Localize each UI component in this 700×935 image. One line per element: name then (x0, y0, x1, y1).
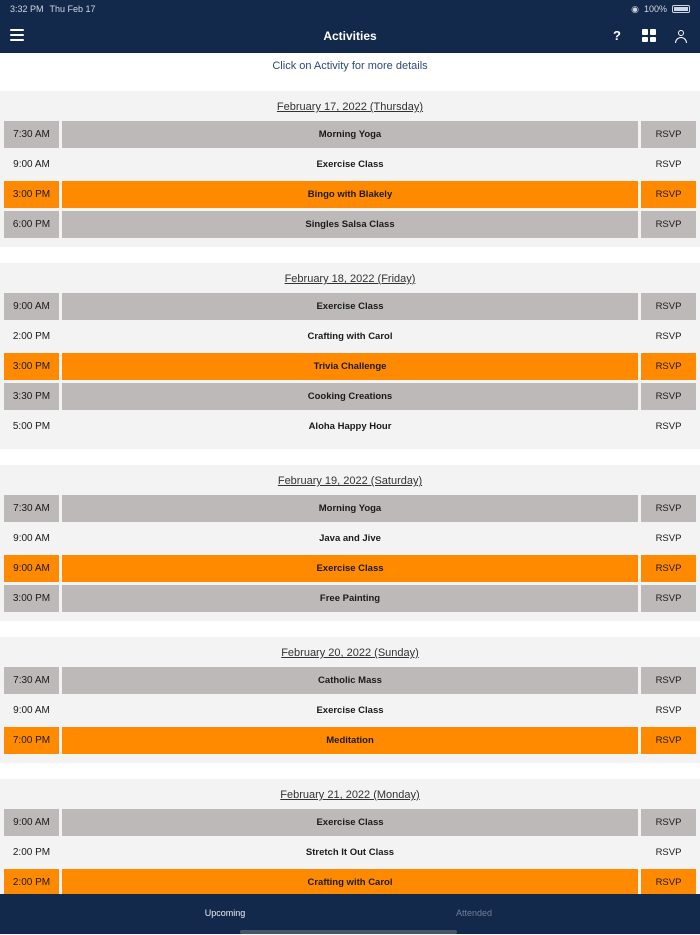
activity-name[interactable]: Crafting with Carol (62, 869, 638, 896)
activity-row[interactable] (0, 151, 700, 181)
rsvp-button[interactable]: RSVP (641, 809, 696, 836)
activity-name[interactable]: Morning Yoga (62, 495, 638, 522)
activity-name[interactable]: Aloha Happy Hour (62, 413, 638, 440)
rsvp-button[interactable]: RSVP (641, 181, 696, 208)
rsvp-button[interactable]: RSVP (641, 585, 696, 612)
activity-time: 2:00 PM (4, 869, 59, 896)
activity-name[interactable]: Free Painting (62, 585, 638, 612)
activity-time: 3:00 PM (4, 181, 59, 208)
rsvp-button[interactable]: RSVP (641, 727, 696, 754)
activity-time: 2:00 PM (4, 839, 59, 866)
activity-time: 9:00 AM (4, 809, 59, 836)
activity-row[interactable] (0, 495, 700, 525)
activity-row[interactable] (0, 839, 700, 869)
activity-row[interactable] (0, 121, 700, 151)
tab-bar (0, 894, 700, 934)
day-header: February 19, 2022 (Saturday) (277, 475, 423, 487)
rsvp-button[interactable]: RSVP (641, 525, 696, 552)
days-container (0, 91, 700, 935)
day-section (0, 637, 700, 763)
activity-name[interactable]: Crafting with Carol (62, 323, 638, 350)
day-header: February 18, 2022 (Friday) (284, 273, 416, 285)
menu-icon[interactable] (10, 28, 24, 42)
activity-name[interactable]: Stretch It Out Class (62, 839, 638, 866)
activity-row[interactable] (0, 525, 700, 555)
day-header: February 17, 2022 (Thursday) (276, 101, 424, 113)
rsvp-button[interactable]: RSVP (641, 667, 696, 694)
activity-time: 3:30 PM (4, 383, 59, 410)
activity-row[interactable] (0, 413, 700, 443)
rsvp-button[interactable]: RSVP (641, 121, 696, 148)
activity-time: 3:00 PM (4, 353, 59, 380)
help-icon[interactable]: ? (613, 28, 621, 43)
tab-upcoming[interactable]: Upcoming (204, 908, 246, 918)
activity-row[interactable] (0, 353, 700, 383)
activity-name[interactable]: Exercise Class (62, 697, 638, 724)
activity-time: 9:00 AM (4, 555, 59, 582)
activity-name[interactable]: Morning Yoga (62, 121, 638, 148)
day-header: February 21, 2022 (Monday) (280, 789, 420, 801)
grid-view-icon[interactable] (642, 29, 656, 42)
activity-time: 9:00 AM (4, 697, 59, 724)
rsvp-button[interactable]: RSVP (641, 211, 696, 238)
activity-name[interactable]: Exercise Class (62, 809, 638, 836)
activity-row[interactable] (0, 383, 700, 413)
activity-time: 7:30 AM (4, 667, 59, 694)
activity-name[interactable]: Trivia Challenge (62, 353, 638, 380)
activity-time: 9:00 AM (4, 293, 59, 320)
activity-row[interactable] (0, 809, 700, 839)
day-section (0, 91, 700, 247)
activity-time: 9:00 AM (4, 525, 59, 552)
status-right (631, 4, 690, 15)
user-icon[interactable] (674, 29, 688, 43)
rsvp-button[interactable]: RSVP (641, 495, 696, 522)
activity-name[interactable]: Java and Jive (62, 525, 638, 552)
activity-row[interactable] (0, 727, 700, 757)
rsvp-button[interactable]: RSVP (641, 323, 696, 350)
nav-actions (610, 18, 688, 53)
status-date: Thu Feb 17 (49, 4, 96, 14)
activity-name[interactable]: Bingo with Blakely (62, 181, 638, 208)
activity-name[interactable]: Exercise Class (62, 151, 638, 178)
activity-name[interactable]: Singles Salsa Class (62, 211, 638, 238)
activity-time: 7:30 AM (4, 121, 59, 148)
activity-row[interactable] (0, 697, 700, 727)
tab-attended[interactable]: Attended (455, 908, 493, 918)
activity-name[interactable]: Meditation (62, 727, 638, 754)
activity-time: 7:30 AM (4, 495, 59, 522)
rsvp-button[interactable]: RSVP (641, 293, 696, 320)
activity-time: 5:00 PM (4, 413, 59, 440)
activity-row[interactable] (0, 555, 700, 585)
status-bar (0, 0, 700, 18)
hint-text: Click on Activity for more details (272, 60, 428, 72)
battery-icon (672, 5, 690, 13)
page-title: Activities (323, 28, 377, 43)
rsvp-button[interactable]: RSVP (641, 383, 696, 410)
battery-percent: 100% (643, 4, 667, 14)
activity-row[interactable] (0, 293, 700, 323)
rsvp-button[interactable]: RSVP (641, 151, 696, 178)
activity-row[interactable] (0, 585, 700, 615)
rsvp-button[interactable]: RSVP (641, 869, 696, 896)
activity-name[interactable]: Catholic Mass (62, 667, 638, 694)
nav-bar (0, 18, 700, 53)
rsvp-button[interactable]: RSVP (641, 697, 696, 724)
activity-time: 7:00 PM (4, 727, 59, 754)
activity-time: 3:00 PM (4, 585, 59, 612)
activity-row[interactable] (0, 323, 700, 353)
activity-name[interactable]: Exercise Class (62, 293, 638, 320)
activity-name[interactable]: Cooking Creations (62, 383, 638, 410)
home-indicator (240, 930, 457, 934)
day-header: February 20, 2022 (Sunday) (281, 647, 419, 659)
activity-time: 2:00 PM (4, 323, 59, 350)
status-time: 3:32 PM (10, 4, 44, 14)
rsvp-button[interactable]: RSVP (641, 413, 696, 440)
rsvp-button[interactable]: RSVP (641, 353, 696, 380)
activity-name[interactable]: Exercise Class (62, 555, 638, 582)
activity-list[interactable] (0, 53, 700, 894)
rsvp-button[interactable]: RSVP (641, 839, 696, 866)
day-section (0, 465, 700, 621)
activity-row[interactable] (0, 181, 700, 211)
activity-time: 6:00 PM (4, 211, 59, 238)
wifi-icon: ◉ (631, 3, 639, 14)
day-section (0, 263, 700, 449)
activity-row[interactable] (0, 667, 700, 697)
rsvp-button[interactable]: RSVP (641, 555, 696, 582)
activity-row[interactable] (0, 211, 700, 241)
activity-time: 9:00 AM (4, 151, 59, 178)
